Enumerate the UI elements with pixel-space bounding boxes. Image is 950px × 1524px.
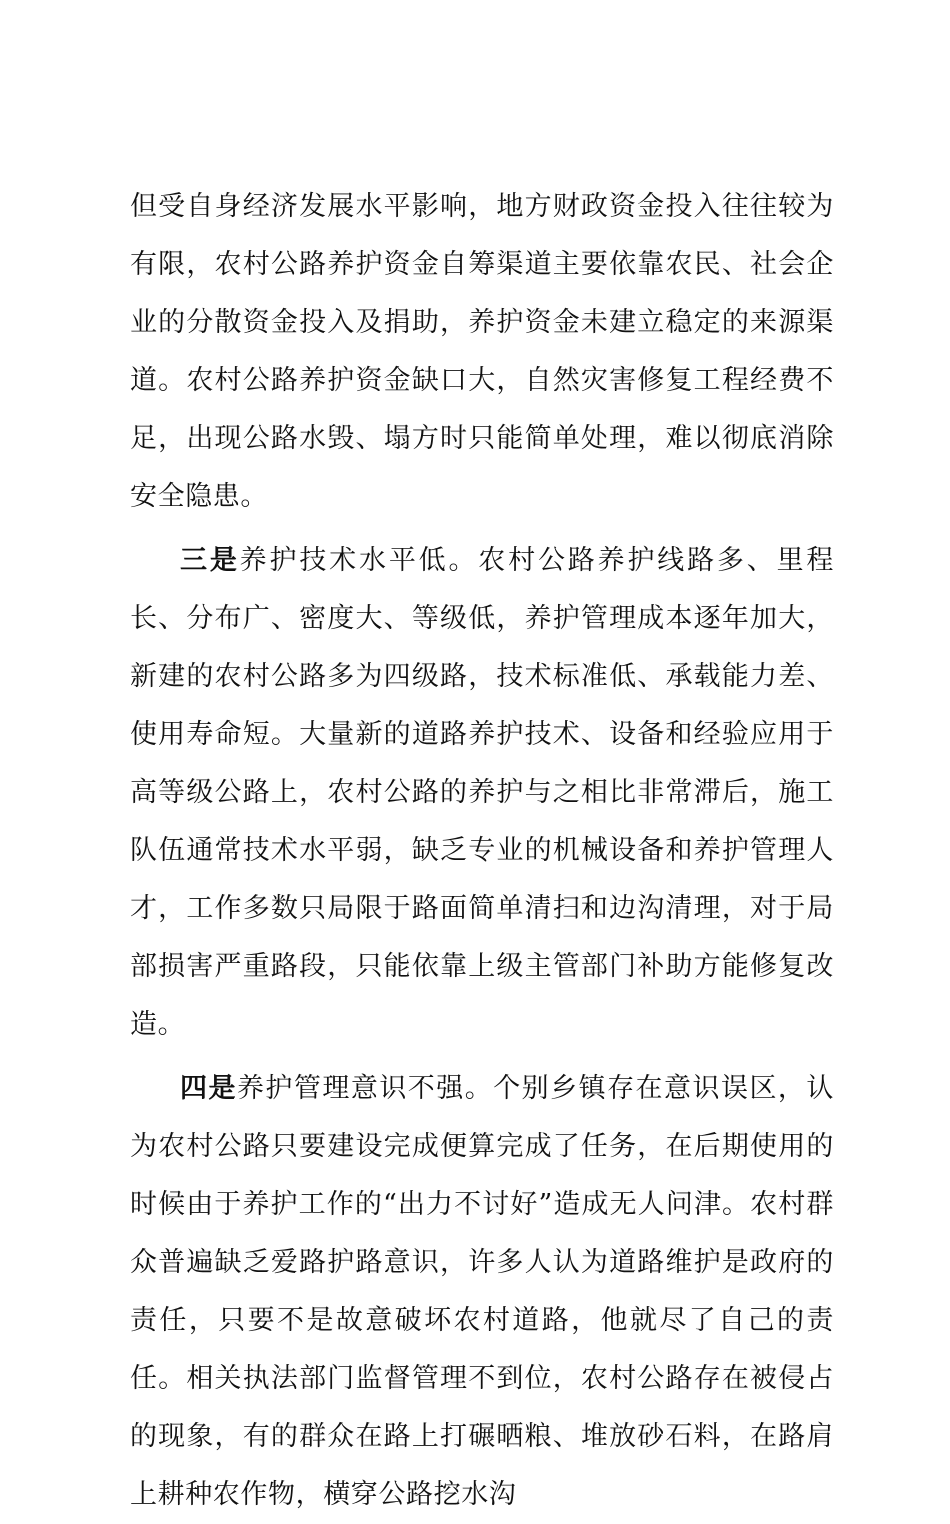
paragraph-technology [130, 532, 834, 1054]
paragraph-text: 养护管理意识不强。个别乡镇存在意识误区，认为农村公路只要建设完成便算完成了任务，在后期使用的时候由于养护工作的“出力不讨好”造成无人问津。农村群众普遍缺乏爱路护路意识，许多人认为道路维护是政府的责任，只要不是故意破坏农村道路，他就尽了自己的责任。相关执法部门监督管理不到位，农村公路存在被侵占的现象，有的群众在路上打碾晒粮、堆放砂石料，在路肩上耕种农作物，横穿公路挖水沟 [130, 1073, 834, 1510]
paragraph-text: 养护技术水平低。农村公路养护线路多、里程长、分布广、密度大、等级低，养护管理成本逐年加大，新建的农村公路多为四级路，技术标准低、承载能力差、使用寿命短。大量新的道路养护技术、设备和经验应用于高等级公路上，农村公路的养护与之相比非常滞后，施工队伍通常技术水平弱，缺乏专业的机械设备和养护管理人才，工作多数只局限于路面简单清扫和边沟清理，对于局部损害严重路段，只能依靠上级主管部门补助方能修复改造。 [130, 545, 835, 1040]
paragraph-funding [130, 178, 834, 526]
paragraph-text: 但受自身经济发展水平影响，地方财政资金投入往往较为有限，农村公路养护资金自筹渠道主要依靠农民、社会企业的分散资金投入及捐助，养护资金未建立稳定的来源渠道。农村公路养护资金缺口大，自然灾害修复工程经费不足，出现公路水毁、塌方时只能简单处理，难以彻底消除安全隐患。 [130, 191, 834, 512]
document-body [130, 178, 834, 1524]
paragraph-lead: 四是 [180, 1073, 237, 1104]
paragraph-lead: 三是 [180, 545, 240, 576]
paragraph-awareness [130, 1060, 834, 1524]
